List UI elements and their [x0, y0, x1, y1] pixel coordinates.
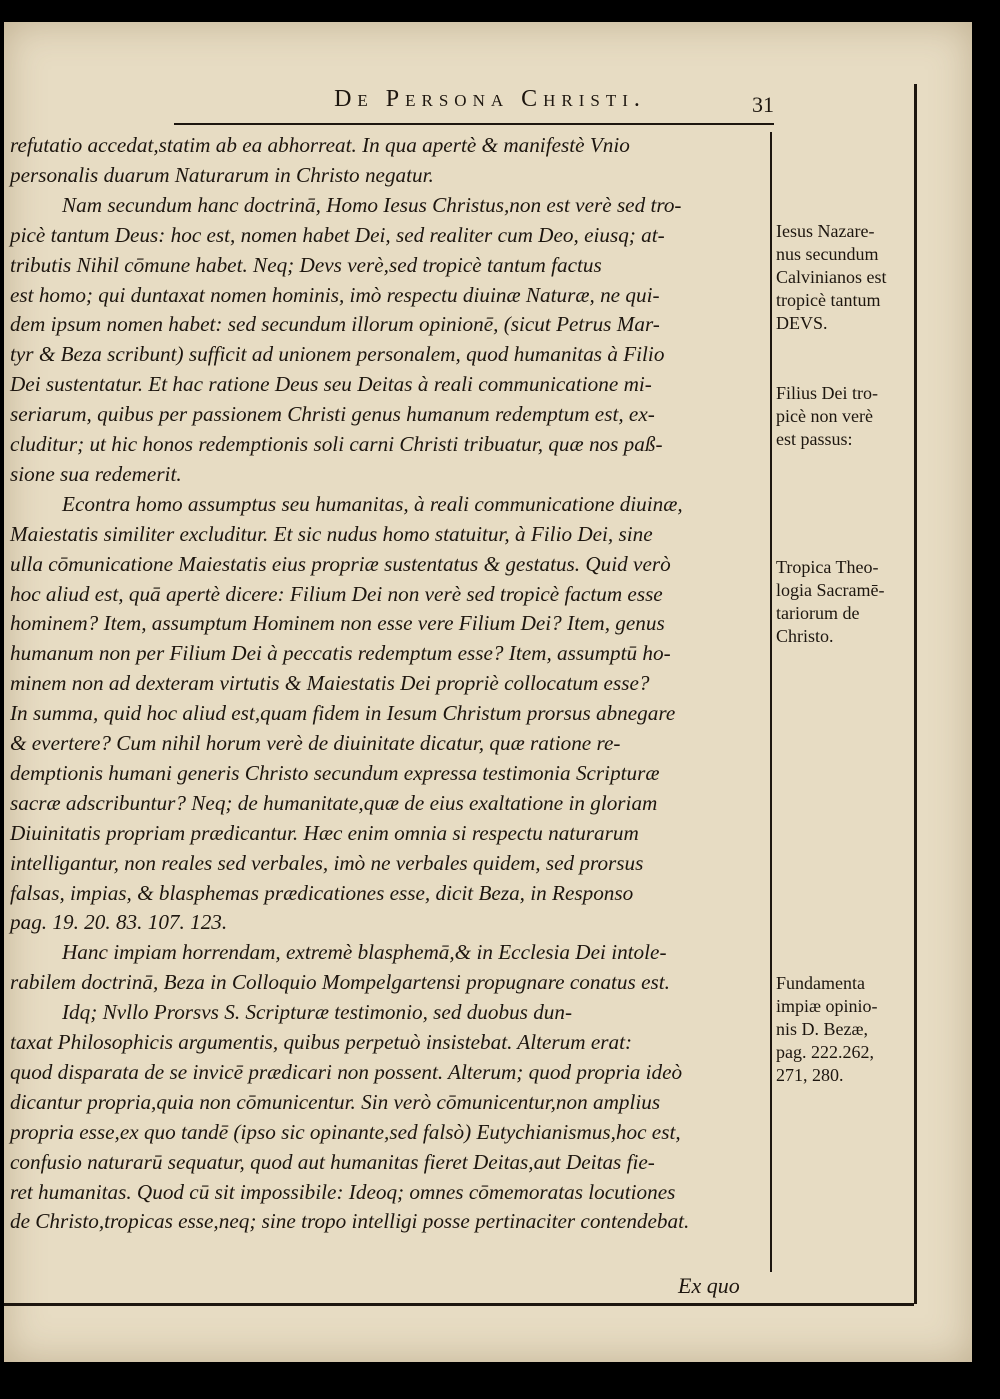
text-line: personalis duarum Naturarum in Christo negatur.: [10, 162, 434, 187]
margin-note-line: Iesus Nazare-: [776, 221, 875, 241]
text-line: Dei sustentatur. Et hac ratione Deus seu Deitas à reali communicatione mi-: [10, 372, 652, 397]
margin-note-3: [776, 556, 936, 648]
running-header: [200, 86, 780, 120]
text-line: picè tantum Deus: hoc est, nomen habet Dei, sed realiter cum Deo, eiusq; at-: [10, 222, 665, 247]
catchword: Ex quo: [678, 1273, 740, 1298]
text-line: dem ipsum nomen habet: sed secundum illorum opinionē, (sicut Petrus Mar-: [10, 312, 660, 337]
margin-note-line: Christo.: [776, 626, 834, 646]
margin-note-line: impiæ opinio-: [776, 996, 878, 1016]
running-title: De Persona Christi.: [334, 86, 646, 112]
text-line: Econtra homo assumptus seu humanitas, à reali communicatione diuinæ,: [62, 491, 683, 516]
text-line: In summa, quid hoc aliud est,quam fidem in Iesum Christum prorsus abnegare: [10, 701, 676, 726]
text-line: ulla cōmunicatione Maiestatis eius propriæ sustentatus & gestatus. Quid verò: [10, 551, 671, 576]
text-line: Idq; Nvllo Prorsvs S. Scripturæ testimonio, sed duobus dun-: [62, 1000, 573, 1025]
margin-note-line: 271, 280.: [776, 1065, 844, 1085]
margin-note-2: [776, 382, 936, 451]
margin-note-line: nis D. Bezæ,: [776, 1019, 868, 1039]
margin-note-line: Filius Dei tro-: [776, 383, 878, 403]
text-line: de Christo,tropicas esse,neq; sine tropo intelligi posse pertinaciter contendebat.: [10, 1209, 690, 1234]
text-line: dicantur propria,quia non cōmunicentur. Sin verò cōmunicentur,non amplius: [10, 1089, 661, 1114]
text-line: cluditur; ut hic honos redemptionis soli carni Christi tribuatur, quæ nos paß-: [10, 432, 663, 456]
margin-note-line: DEVS.: [776, 313, 828, 333]
text-line: humanum non per Filium Dei à peccatis redemptum esse? Item, assumptū ho-: [10, 641, 671, 666]
text-line: Diuinitatis propriam prædicantur. Hæc enim omnia si respectu naturarum: [10, 820, 639, 845]
header-rule: [174, 123, 774, 125]
text-line: Hanc impiam horrendam, extremè blasphemā,& in Ecclesia Dei intole-: [62, 940, 667, 965]
text-line: pag. 19. 20. 83. 107. 123.: [10, 910, 228, 935]
text-line: sacræ adscribuntur? Neq; de humanitate,quæ de eius exaltatione in gloriam: [10, 790, 658, 815]
margin-note-line: pag. 222.262,: [776, 1042, 874, 1062]
text-line: sione sua redemerit.: [10, 461, 182, 486]
margin-note-line: nus secundum: [776, 244, 879, 264]
text-line: ret humanitas. Quod cū sit impossibile: Ideoq; omnes cōmemoratas locutiones: [10, 1179, 676, 1204]
text-line: taxat Philosophicis argumentis, quibus perpetuò insistebat. Alterum erat:: [10, 1030, 633, 1054]
text-line: hoc aliud est, quā apertè dicere: Filium Dei non verè sed tropicè factum esse: [10, 581, 663, 606]
margin-note-line: Fundamenta: [776, 973, 865, 993]
text-line: confusio naturarū sequatur, quod aut humanitas fieret Deitas,aut Deitas fie-: [10, 1149, 655, 1174]
margin-note-4: [776, 972, 936, 1087]
text-line: quod disparata de se invicē prædicari non possent. Alterum; quod propria ideò: [10, 1059, 683, 1084]
margin-note-line: tropicè tantum: [776, 290, 881, 310]
margin-note-line: tariorum de: [776, 603, 860, 623]
book-page: [4, 22, 972, 1362]
text-line: rabilem doctrinā, Beza in Colloquio Mompelgartensi propugnare conatus est.: [10, 970, 670, 995]
text-line: tyr & Beza scribunt) sufficit ad unionem personalem, quod humanitas à Filio: [10, 342, 665, 367]
text-line: Maiestatis similiter excluditur. Et sic nudus homo statuitur, à Filio Dei, sine: [10, 521, 653, 546]
text-line: seriarum, quibus per passionem Christi genus humanum redemptum est, ex-: [10, 402, 655, 427]
margin-note-line: est passus:: [776, 429, 853, 449]
text-line: hominem? Item, assumptum Hominem non esse vere Filium Dei? Item, genus: [10, 611, 665, 636]
page-number: 31: [752, 92, 774, 117]
margin-note-line: Calvinianos est: [776, 267, 887, 287]
text-line: intelligantur, non reales sed verbales, imò ne verbales quidem, sed prorsus: [10, 850, 644, 875]
text-line: propria esse,ex quo tandē (ipso sic opinante,sed falsò) Eutychianismus,hoc est,: [10, 1119, 681, 1144]
text-line: Nam secundum hanc doctrinā, Homo Iesus Christus,non est verè sed tro-: [62, 192, 682, 217]
text-line: est homo; qui duntaxat nomen hominis, imò respectu diuinæ Naturæ, ne qui-: [10, 282, 660, 307]
text-line: demptionis humani generis Christo secundum expressa testimonia Scripturæ: [10, 760, 660, 785]
text-line: minem non ad dexteram virtutis & Maiestatis Dei propriè collocatum esse?: [10, 671, 650, 696]
text-line: refutatio accedat,statim ab ea abhorreat. In qua apertè & manifestè Vnio: [10, 133, 630, 157]
margin-note-line: picè non verè: [776, 406, 873, 426]
text-line: falsas, impias, & blasphemas prædicationes esse, dicit Beza, in Responso: [10, 880, 634, 905]
margin-note-1: [776, 220, 936, 335]
text-line: & evertere? Cum nihil horum verè de diuinitate dicatur, quæ ratione re-: [10, 731, 621, 755]
main-text-block: [10, 132, 772, 1272]
margin-note-line: logia Sacramē-: [776, 580, 885, 600]
text-line: tributis Nihil cōmune habet. Neq; Devs verè,sed tropicè tantum factus: [10, 252, 602, 277]
margin-note-line: Tropica Theo-: [776, 557, 879, 577]
bottom-rule: [4, 1303, 914, 1306]
